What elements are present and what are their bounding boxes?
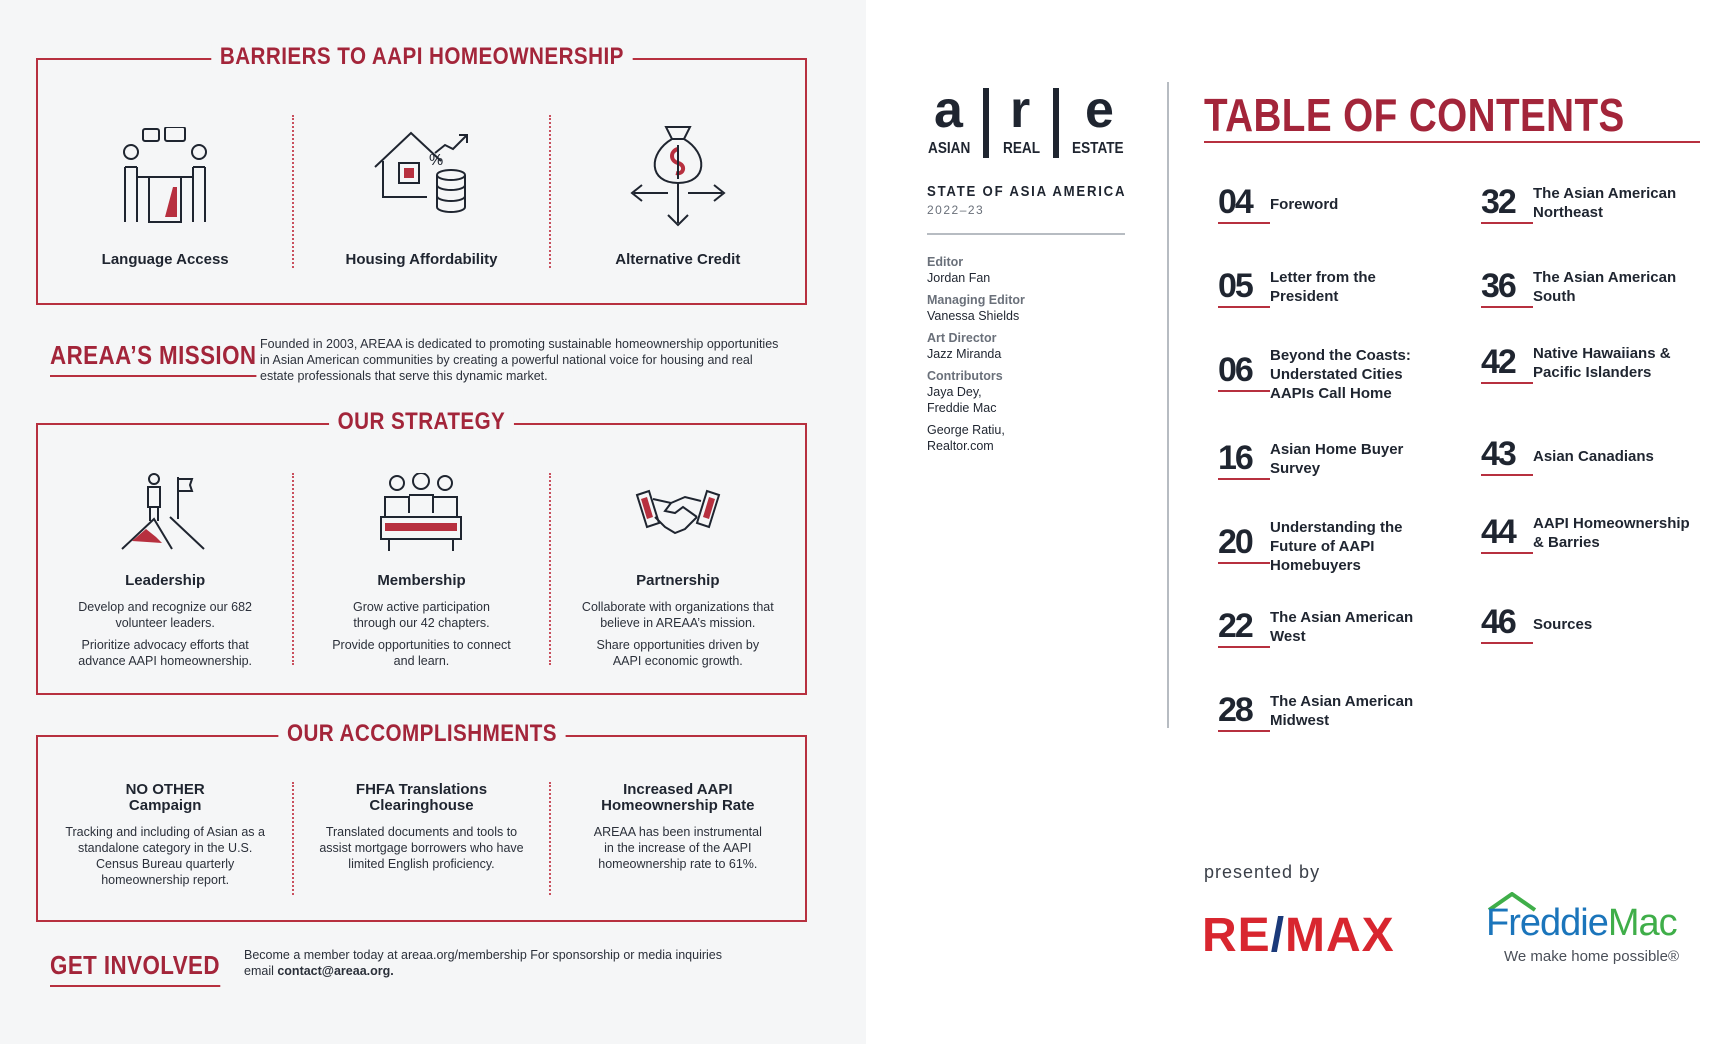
barrier-label: Housing Affordability — [345, 251, 498, 268]
toc-entry[interactable] — [1218, 347, 1420, 403]
toc-page-number: 44 — [1481, 514, 1533, 554]
strategy-item-title: Leadership — [125, 572, 206, 589]
toc-entry-title: The Asian American Northeast — [1533, 185, 1677, 221]
toc-page-number: 05 — [1218, 268, 1270, 308]
strategy-item-title: Membership — [377, 572, 466, 589]
strategy-item-text2: Share opportunities driven by AAPI economic growth. — [596, 638, 760, 668]
toc-entry-title: Letter from the President — [1270, 269, 1376, 305]
accomplishment-text: AREAA has been instrumental in the increase of the AAPI homeownership rate to 61%. — [593, 825, 762, 871]
toc-entry-title: Asian Home Buyer Survey — [1270, 441, 1404, 477]
mission-title: AREAA’S MISSION — [50, 340, 256, 377]
barrier-language-access — [38, 115, 292, 268]
strategy-leadership — [38, 473, 292, 668]
credit-name: Jaya Dey, — [927, 385, 982, 399]
logo-word-estate: ESTATE — [1072, 140, 1124, 157]
vertical-divider — [1167, 82, 1169, 728]
barrier-label: Language Access — [101, 251, 229, 268]
toc-entry[interactable] — [1218, 692, 1420, 732]
toc-entry[interactable] — [1218, 268, 1390, 308]
accomplishments-title: OUR ACCOMPLISHMENTS — [278, 720, 565, 748]
accomplishment-text: Translated documents and tools to assist mortgage borrowers who have limited English proficiency. — [319, 825, 524, 871]
logo-word-asian: ASIAN — [928, 140, 971, 157]
toc-entry[interactable] — [1218, 519, 1420, 575]
report-subtitle: STATE OF ASIA AMERICA — [927, 183, 1127, 200]
accomplishment-title: FHFA Translations Clearinghouse — [355, 781, 488, 814]
toc-entry[interactable] — [1481, 436, 1683, 476]
toc-entry[interactable] — [1481, 268, 1683, 308]
toc-entry-title: Foreword — [1270, 196, 1339, 213]
toc-page-number: 16 — [1218, 440, 1270, 480]
credit-name: Realtor.com — [927, 439, 994, 453]
house-coins-icon — [371, 127, 471, 217]
toc-page-number: 42 — [1481, 344, 1533, 384]
credit-role: Managing Editor — [927, 293, 1025, 307]
get-involved-title: GET INVOLVED — [50, 950, 220, 987]
toc-entry-title: The Asian American South — [1533, 269, 1677, 305]
credit-name: George Ratiu, — [927, 423, 1005, 437]
strategy-box — [36, 408, 807, 695]
strategy-item-text2: Provide opportunities to connect and learn. — [332, 638, 511, 668]
toc-entry[interactable] — [1218, 184, 1430, 224]
logo-letter-r: r — [1010, 81, 1031, 139]
toc-entry[interactable] — [1481, 184, 1683, 224]
credit-role: Editor — [927, 255, 964, 269]
presented-by-label: presented by — [1204, 862, 1321, 882]
toc-page-number: 04 — [1218, 184, 1270, 224]
toc-page-number: 46 — [1481, 604, 1533, 644]
get-involved-body: Become a member today at areaa.org/membership For sponsorship or media inquiries email — [244, 948, 723, 978]
logo-divider — [1053, 88, 1059, 158]
mission-text: Founded in 2003, AREAA is dedicated to promoting sustainable homeownership opportunities in Asian American communities by creating a powerful national voice for housing and real estate professionals that serve this dynamic market. — [260, 337, 779, 383]
barriers-box — [36, 43, 807, 305]
strategy-membership — [292, 473, 548, 668]
toc-entry[interactable] — [1481, 344, 1683, 384]
toc-entry-title: Understanding the Future of AAPI Homebuyers — [1270, 519, 1403, 574]
strategy-item-text1: Grow active participation through our 42 chapters. — [353, 600, 490, 630]
toc-page-number: 20 — [1218, 524, 1270, 564]
right-page — [866, 0, 1728, 1044]
toc-page-number: 28 — [1218, 692, 1270, 732]
svg-text:%: % — [429, 152, 444, 169]
credits — [927, 248, 1025, 454]
freddie-mac-tagline: We make home possible® — [1504, 948, 1680, 965]
language-access-icon — [123, 127, 207, 223]
credit-name: Jordan Fan — [927, 271, 991, 285]
strategy-item-title: Partnership — [636, 572, 720, 589]
toc-entry-title: Sources — [1533, 616, 1593, 633]
accomplishment-item — [292, 782, 548, 895]
barrier-label: Alternative Credit — [615, 251, 741, 268]
toc-entry-title: AAPI Homeownership & Barries — [1533, 515, 1690, 551]
toc-page-number: 06 — [1218, 352, 1270, 392]
toc-entry[interactable] — [1218, 440, 1420, 480]
toc-entry[interactable] — [1481, 604, 1683, 644]
toc-page-number: 22 — [1218, 608, 1270, 648]
toc-rule — [1204, 141, 1700, 143]
toc-page-number: 36 — [1481, 268, 1533, 308]
get-involved-text — [244, 947, 724, 979]
logo-word-real: REAL — [1003, 140, 1041, 157]
toc-entry[interactable] — [1218, 608, 1420, 648]
strategy-item-text1: Collaborate with organizations that believe in AREAA’s mission. — [581, 600, 774, 630]
credit-name: Vanessa Shields — [927, 309, 1020, 323]
barriers-title: BARRIERS TO AAPI HOMEOWNERSHIP — [211, 43, 632, 71]
accomplishment-text: Tracking and including of Asian as a standalone category in the U.S. Census Bureau quarterly homeownership report. — [65, 825, 265, 887]
barrier-housing-affordability — [292, 115, 548, 268]
report-year: 2022–23 — [927, 203, 985, 217]
barrier-alternative-credit — [549, 115, 805, 268]
accomplishment-title: NO OTHER Campaign — [125, 781, 205, 814]
freddie-mac-logo: FreddieMac — [1486, 902, 1677, 944]
money-bag-arrows-icon — [628, 123, 728, 227]
logo-letter-a: a — [934, 81, 963, 139]
toc-entry-title: The Asian American West — [1270, 609, 1414, 645]
leadership-icon — [120, 473, 210, 553]
contact-email-link[interactable]: contact@areaa.org. — [277, 964, 394, 978]
accomplishment-item — [38, 782, 292, 895]
toc-entry-title: Native Hawaiians & Pacific Islanders — [1533, 345, 1671, 381]
credit-name: Freddie Mac — [927, 401, 997, 415]
accomplishment-title: Increased AAPI Homeownership Rate — [601, 781, 755, 814]
credit-role: Art Director — [927, 331, 997, 345]
strategy-item-text1: Develop and recognize our 682 volunteer leaders. — [78, 600, 253, 630]
strategy-item-text2: Prioritize advocacy efforts that advance AAPI homeownership. — [78, 638, 253, 668]
strategy-partnership — [549, 473, 805, 668]
toc-title: TABLE OF CONTENTS — [1204, 89, 1625, 141]
toc-entry-title: Asian Canadians — [1533, 448, 1654, 465]
logo-letter-e: e — [1085, 81, 1114, 139]
toc-page-number: 32 — [1481, 184, 1533, 224]
toc-entry[interactable] — [1481, 514, 1703, 554]
logo-rule — [927, 233, 1125, 235]
handshake-icon — [635, 487, 721, 537]
credit-role: Contributors — [927, 369, 1003, 383]
strategy-title: OUR STRATEGY — [329, 408, 514, 436]
accomplishments-box — [36, 720, 807, 922]
logo-divider — [983, 88, 989, 158]
membership-icon — [379, 473, 463, 553]
toc-entry-title: Beyond the Coasts: Understated Cities AAPIs Call Home — [1270, 347, 1411, 402]
remax-logo: RE/MAX — [1202, 909, 1395, 962]
toc-entry-title: The Asian American Midwest — [1270, 693, 1414, 729]
credit-name: Jazz Miranda — [927, 347, 1002, 361]
toc-page-number: 43 — [1481, 436, 1533, 476]
accomplishment-item — [549, 782, 805, 895]
